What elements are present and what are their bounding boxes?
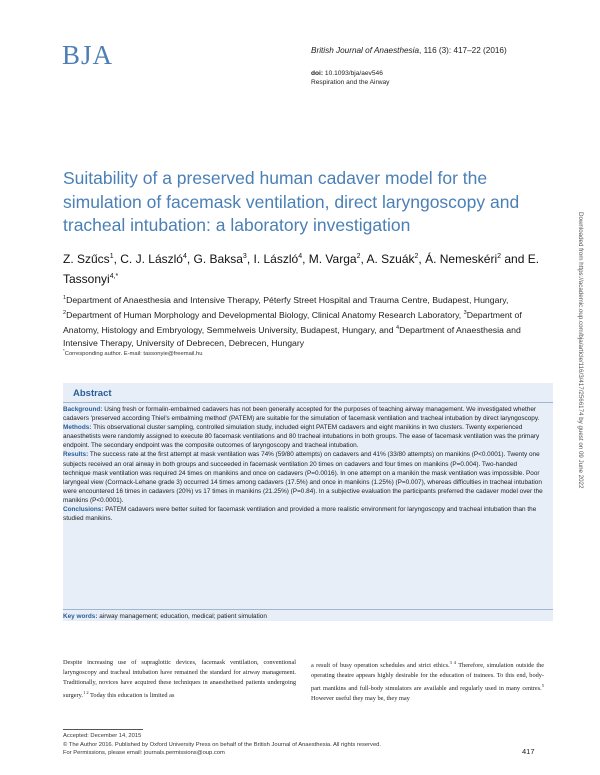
- conclusions-text: PATEM cadavers were better suited for facemask ventilation and provided a more realistic environment for laryngoscopy and tracheal intubation than the studied manikins.: [63, 506, 537, 523]
- author-affiliation-ref: 3: [242, 253, 247, 260]
- author-affiliation-ref: 1: [109, 253, 114, 260]
- results-label: Results:: [63, 451, 89, 459]
- methods-text: This observational cluster sampling, controlled simulation study, included eight PATEM cadavers and eight manikins in two clusters. Twenty experienced anaesthetists were randomly assigned to execute 80 facemask ventilations and 80 tracheal intubations in both groups. The ease of facemask ventilation was the primary endpoint. The secondary endpoint was the composite outcomes of laryngoscopy and tracheal intubation.: [63, 424, 540, 450]
- article-title: Suitability of a preserved human cadaver model for the simulation of facemask ventilation, direct laryngoscopy and tracheal intubation: a laboratory investigation: [63, 168, 520, 235]
- col1-end: Today this education is limited as: [88, 692, 175, 700]
- col1-text: Despite increasing use of supraglottic devices, facemask ventilation, conventional laryngoscopy and tracheal intubation have remained the standard for airway management. Traditionally, novices have acquired these techniques in anaesthetised patients undergoing surgery.: [63, 659, 296, 700]
- abstract-body: [63, 405, 543, 523]
- author-name: E. Tassonyi: [63, 252, 540, 286]
- author-affiliation-ref: 2: [414, 253, 419, 260]
- keywords-text: airway management; education, medical; patient simulation: [97, 613, 267, 620]
- affiliations: [63, 292, 543, 350]
- footnote-divider: [63, 729, 143, 730]
- journal-volume: , 116 (3): 417–22 (2016): [419, 46, 507, 55]
- body-column-right: [311, 658, 544, 704]
- affiliation-number: 4: [396, 324, 400, 331]
- journal-title: British Journal of Anaesthesia: [311, 46, 420, 55]
- page-number: 417: [522, 747, 535, 756]
- affiliation-number: 1: [63, 295, 67, 301]
- abstract-results: [63, 450, 543, 505]
- affiliation-text: Department of Anatomy, Histology and Embryology, Semmelweis University, Budapest, Hungary, and: [63, 309, 522, 335]
- author-affiliation-ref: 4,*: [109, 273, 119, 280]
- results-text: The success rate at the first attempt at mask ventilation was 74% (59/80 attempts) on cadavers and 41% (33/80 attempts) on manikins (P<0.0001). Twenty one subjects received an oral airway in both groups and succeeded in facemask ventilation 20 times on cadavers and four times on manikins (P=0.004). Two-handed technique mask ventilation was required 24 times on manikins and once on cadavers (P=0.0016). In one attempt on a manikin the mask ventilation was impossible. Poor laryngeal view (Cormack-Lehane grade 3) occurred 14 times among cadavers (17.5%) and once in manikins (1.25%) (P=0.007), whereas difficulties in tracheal intubation were encountered 16 times in cadavers (20%) vs 17 times in manikins (21.25%) (P=0.84). In a subjective evaluation the participants preferred the cadaver model over the manikins (P<0.0001).: [63, 451, 543, 504]
- abstract-divider-top: [63, 402, 553, 403]
- section-label: Respiration and the Airway: [311, 79, 390, 86]
- abstract-methods: [63, 423, 543, 450]
- doi-label: doi:: [311, 70, 324, 77]
- methods-label: Methods:: [63, 424, 92, 432]
- download-watermark: [578, 212, 598, 672]
- author-affiliation-ref: 2: [497, 253, 502, 260]
- affiliation-text: Department of Anaesthesia and Intensive Therapy, University of Debrecen, Debrecen, Hungary: [63, 324, 521, 348]
- col1-ref[interactable]: 1 2: [82, 690, 89, 695]
- author-name: Á. Nemeskéri: [425, 252, 498, 266]
- author-name: A. Szuák: [366, 252, 415, 266]
- corresponding-text: Corresponding author. E-mail: tassonyie@freemail.hu: [64, 350, 203, 357]
- affiliation-text: Department of Anaesthesia and Intensive Therapy, Péterfy Street Hospital and Trauma Centre, Budapest, Hungary,: [66, 294, 509, 305]
- author-name: I. László: [253, 252, 299, 266]
- author-affiliation-ref: 4: [298, 253, 303, 260]
- author-affiliation-ref: 2: [356, 253, 361, 260]
- abstract-divider-bottom: [63, 609, 553, 610]
- keywords-label: Key words:: [63, 613, 98, 620]
- doi-link[interactable]: 10.1093/bja/aev546: [323, 70, 383, 77]
- author-name: Z. Szűcs: [63, 252, 110, 266]
- download-note: Downloaded from https://academic.oup.com/bja/article/116/3/417/2566174 by guest on 09 June 2022: [577, 212, 584, 489]
- col2-ref2[interactable]: 5: [541, 683, 544, 689]
- col2-mid: Therefore, simulation outside the operating theatre appears highly desirable for the education of trainees. To this end, body-part manikins and full-body simulators are available and regularly used in many centres.: [311, 662, 545, 693]
- abstract-background: [63, 405, 543, 423]
- background-label: Background:: [63, 406, 103, 413]
- conclusions-label: Conclusions:: [63, 506, 104, 514]
- accepted-date: Accepted: December 14, 2015: [63, 733, 142, 739]
- col2-end: However useful they may be, they may: [311, 695, 410, 703]
- affiliation-text: Department of Human Morphology and Developmental Biology, Clinical Anatomy Research Laboratory,: [66, 309, 464, 320]
- journal-citation: [311, 46, 507, 55]
- body-column-left: [63, 658, 296, 701]
- corresponding-author: *Corresponding author. E-mail: tassonyie@freemail.hu: [63, 348, 203, 357]
- author-name: C. J. László: [120, 252, 183, 266]
- abstract-heading: Abstract: [73, 388, 112, 399]
- author-name: M. Varga: [308, 252, 357, 266]
- author-list: Z. Szűcs$^1$, C. J. László$^4$, G. Baksa$^3$, I. László$^4$, M. Varga$^2$, A. Szuák$^2$, Á. Nemeskéri$^2$ and E. Tassonyi$^{4,*}$: [63, 252, 540, 286]
- permissions: For Permissions, please email: journals.permissions@oup.com: [63, 750, 225, 756]
- copyright: © The Author 2016. Published by Oxford University Press on behalf of the British Journal of Anaesthesia. All rights reserved.: [63, 741, 382, 748]
- abstract-conclusions: [63, 505, 543, 523]
- col2-ref1[interactable]: 3 4: [449, 660, 457, 665]
- journal-logo: BJA: [62, 40, 114, 70]
- affiliation-number: 3: [463, 309, 467, 316]
- footnotes: [63, 732, 381, 758]
- author-affiliation-ref: 4: [182, 253, 187, 260]
- keywords: [63, 613, 267, 620]
- doi-block: [311, 69, 389, 87]
- col2-start: a result of busy operation schedules and strict ethics.: [311, 662, 450, 670]
- affiliation-number: 2: [63, 309, 67, 316]
- background-text: Using fresh or formalin-embalmed cadavers has not been generally accepted for the purposes of teaching airway management. We investigated whether cadavers 'preserved according Thiel's embalming method' (PATEM) are suitable for the simulation of facemask ventilation and tracheal intubation by direct laryngoscopy.: [63, 406, 540, 423]
- author-name: G. Baksa: [193, 252, 243, 266]
